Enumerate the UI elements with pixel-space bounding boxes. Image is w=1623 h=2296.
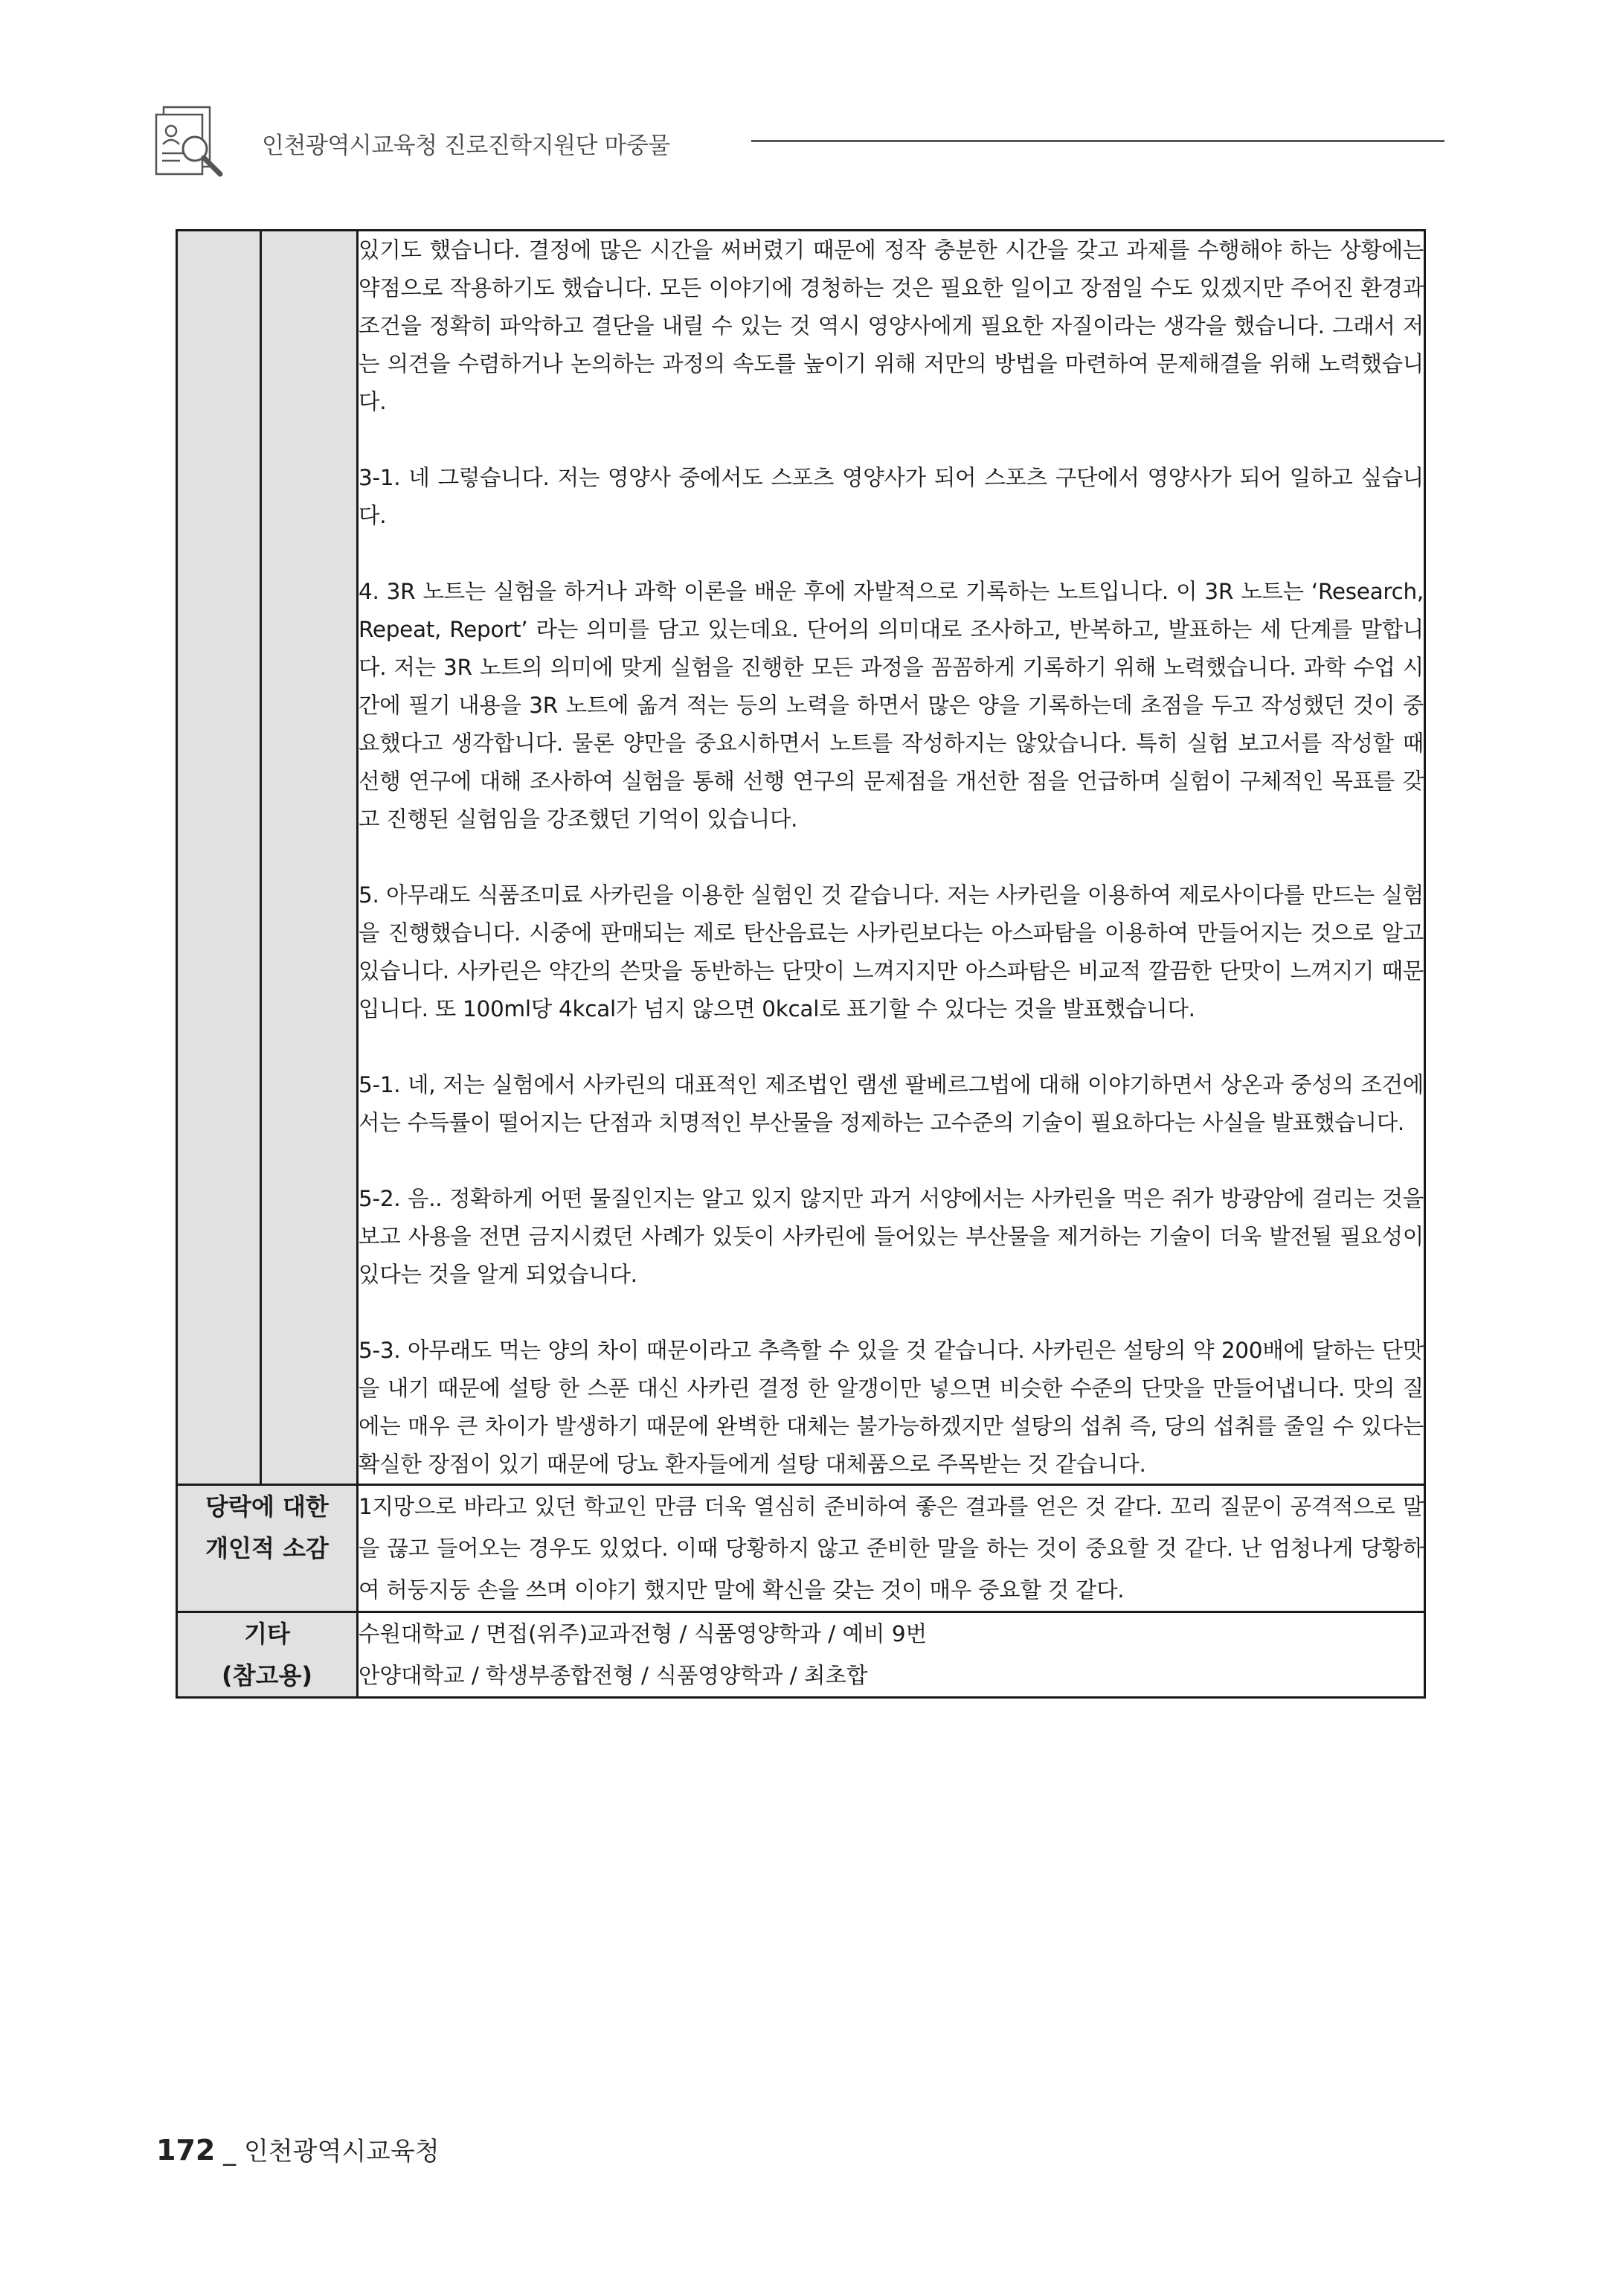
etc-row [177,1612,1425,1698]
footer-org: 인천광역시교육청 [243,2137,440,2167]
answer-paragraph: 5. 아무래도 식품조미료 사카린을 이용한 실험인 것 같습니다. 저는 사카린을 이용하여 제로사이다를 만드는 실험을 진행했습니다. 시중에 판매되는 제로 탄산음료는 사카린보다는 아스파탐을 이용하여 만들어지는 것으로 알고 있습니다. 사카린은 약간의 쓴맛을 동반하는 단맛이 느껴지지만 아스파탐은 비교적 깔끔한 단맛이 느껴지기 때문입니다. 또 100ml당 4kcal가 넘지 않으면 0kcal로 표기할 수 있다는 것을 발표했습니다. [359,882,1424,1022]
answer-paragraph: 5-2. 음.. 정확하게 어떤 물질인지는 알고 있지 않지만 과거 서양에서는 사카린을 먹은 쥐가 방광암에 걸리는 것을 보고 사용을 전면 금지시켰던 사례가 있듯이 사카린에 들어있는 부산물을 제거하는 기술이 더욱 발전될 필요성이 있다는 것을 알게 되었습니다. [359,1186,1424,1287]
etc-label-line2: (참고용) [222,1661,312,1690]
sokam-label [177,1485,358,1612]
answers-cell [358,231,1425,1485]
sokam-label-line1: 당락에 대한 [205,1492,329,1521]
header-title: 인천광역시교육청 진로진학지원단 마중물 [262,132,670,159]
etc-line: 안양대학교 / 학생부종합전형 / 식품영양학과 / 최초합 [359,1663,868,1688]
header-divider [751,140,1444,142]
sokam-cell [358,1485,1425,1612]
footer-separator: _ [223,2137,237,2167]
page-footer [156,2131,440,2167]
answer-paragraph: 4. 3R 노트는 실험을 하거나 과학 이론을 배운 후에 자발적으로 기록하는 노트입니다. 이 3R 노트는 ‘Research, Repeat, Report’ 라는 의미를 담고 있는데요. 단어의 의미대로 조사하고, 반복하고, 발표하는 세 단계를 말합니다. 저는 3R 노트의 의미에 맞게 실험을 진행한 모든 과정을 꼼꼼하게 기록하기 위해 노력했습니다. 과학 수업 시간에 필기 내용을 3R 노트에 옮겨 적는 등의 노력을 하면서 많은 양을 기록하는데 초점을 두고 작성했던 것이 중요했다고 생각합니다. 물론 양만을 중요시하면서 노트를 작성하지는 않았습니다. 특히 실험 보고서를 작성할 때 선행 연구에 대해 조사하여 실험을 통해 선행 연구의 문제점을 개선한 점을 언급하며 실험이 구체적인 목표를 갖고 진행된 실험임을 강조했던 기억이 있습니다. [359,579,1424,832]
answer-paragraph: 있기도 했습니다. 결정에 많은 시간을 써버렸기 때문에 정작 충분한 시간을 갖고 과제를 수행해야 하는 상황에는 약점으로 작용하기도 했습니다. 모든 이야기에 경청하는 것은 필요한 일이고 장점일 수도 있겠지만 주어진 환경과 조건을 정확히 파악하고 결단을 내릴 수 있는 것 역시 영양사에게 필요한 자질이라는 생각을 했습니다. 그래서 저는 의견을 수렴하거나 논의하는 과정의 속도를 높이기 위해 저만의 방법을 마련하여 문제해결을 위해 노력했습니다. [359,237,1424,414]
subcategory-cell [261,231,358,1485]
sokam-text: 1지망으로 바라고 있던 학교인 만큼 더욱 열심히 준비하여 좋은 결과를 얻은 것 같다. 꼬리 질문이 공격적으로 말을 끊고 들어오는 경우도 있었다. 이때 당황하지 않고 준비한 말을 하는 것이 중요할 것 같다. 난 엄청나게 당황하여 허둥지둥 손을 쓰며 이야기 했지만 말에 확신을 갖는 것이 매우 중요할 것 같다. [359,1494,1424,1603]
category-cell [177,231,261,1485]
sokam-label-line2: 개인적 소감 [205,1534,329,1562]
page-number: 172 [156,2134,216,2167]
answer-paragraph: 5-3. 아무래도 먹는 양의 차이 때문이라고 추측할 수 있을 것 같습니다. 사카린은 설탕의 약 200배에 달하는 단맛을 내기 때문에 설탕 한 스푼 대신 사카린 결정 한 알갱이만 넣으면 비슷한 수준의 단맛을 만들어냅니다. 맛의 질에는 매우 큰 차이가 발생하기 때문에 완벽한 대체는 불가능하겠지만 설탕의 섭취 즉, 당의 섭취를 줄일 수 있다는 확실한 장점이 있기 때문에 당뇨 환자들에게 설탕 대체품으로 주목받는 것 같습니다. [359,1338,1424,1477]
etc-cell [358,1612,1425,1698]
sokam-row [177,1485,1425,1612]
answer-paragraph: 5-1. 네, 저는 실험에서 사카린의 대표적인 제조법인 램센 팔베르그법에 대해 이야기하면서 상온과 중성의 조건에서는 수득률이 떨어지는 단점과 치명적인 부산물을 정제하는 고수준의 기술이 필요하다는 사실을 발표했습니다. [359,1072,1424,1135]
etc-line: 수원대학교 / 면접(위주)교과전형 / 식품영양학과 / 예비 9번 [359,1621,928,1646]
interview-table [176,229,1426,1699]
answers-row [177,231,1425,1485]
document-magnifier-icon [153,104,235,186]
etc-label-line1: 기타 [244,1620,290,1648]
etc-label [177,1612,358,1698]
answer-paragraph: 3-1. 네 그렇습니다. 저는 영양사 중에서도 스포츠 영양사가 되어 스포츠 구단에서 영양사가 되어 일하고 싶습니다. [359,465,1424,528]
